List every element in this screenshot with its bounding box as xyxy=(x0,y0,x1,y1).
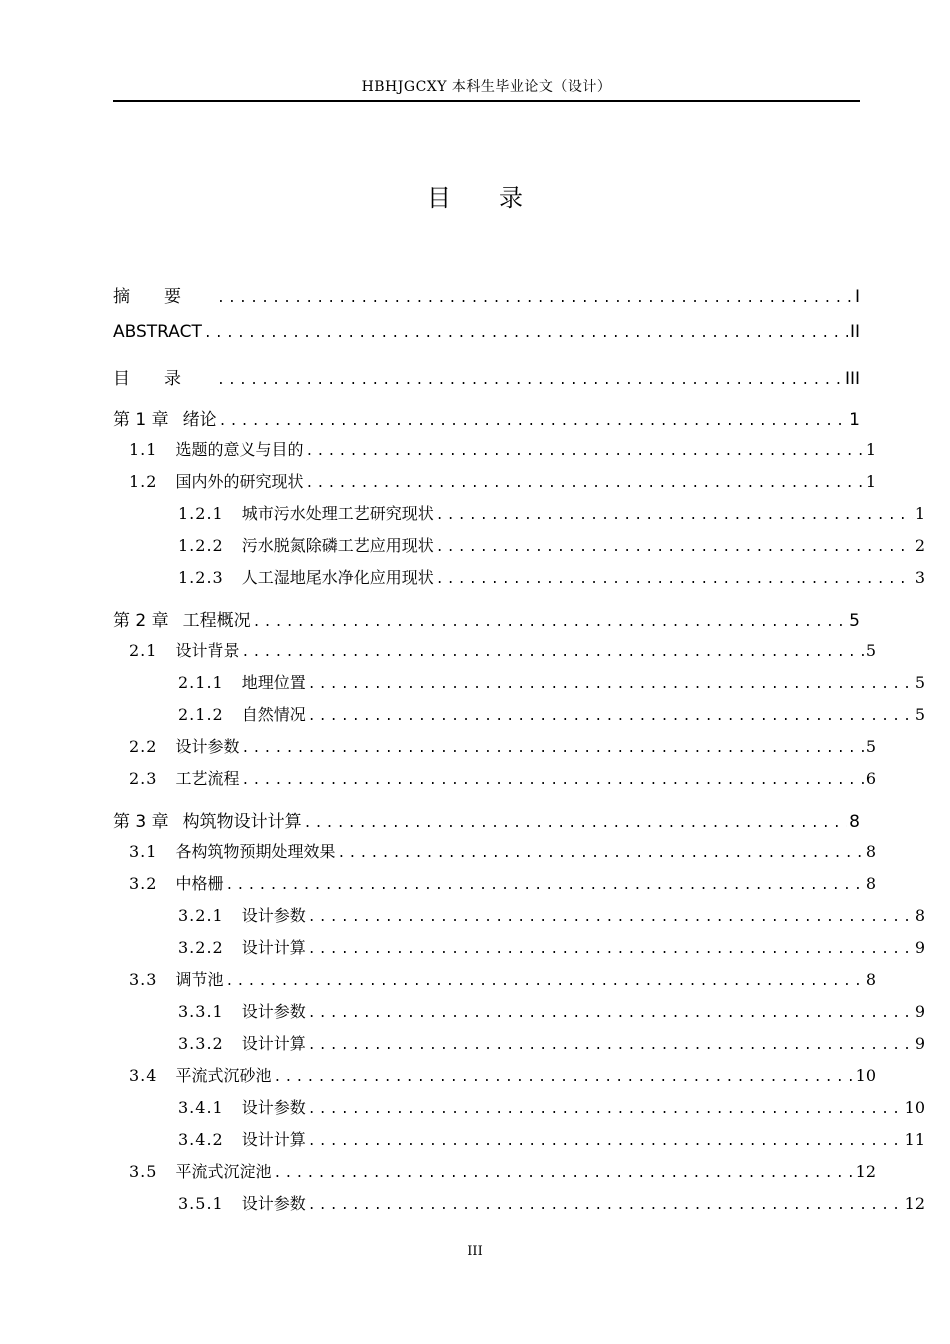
toc-entry-label: 地理位置 xyxy=(241,673,306,692)
toc-entry-page: 11 xyxy=(904,1130,925,1149)
toc-entry-number: 3.1 xyxy=(129,842,158,861)
toc-entry-page: 3 xyxy=(914,568,925,587)
toc-entry-label: 工艺流程 xyxy=(175,769,240,788)
toc-entry-page: 1 xyxy=(914,504,925,523)
toc-entry-page: 1 xyxy=(849,410,860,430)
toc-entry-page: 5 xyxy=(865,641,876,660)
dot-leader xyxy=(308,942,913,957)
toc-entry-page: 5 xyxy=(914,673,925,692)
toc-subsection-3-2-2[interactable] xyxy=(113,935,925,961)
toc-section-3-4[interactable] xyxy=(113,1063,876,1089)
toc-chapter-1[interactable] xyxy=(113,405,860,431)
toc-subsection-3-2-1[interactable] xyxy=(113,903,925,929)
toc-subsection-3-4-2[interactable] xyxy=(113,1127,925,1153)
dot-leader xyxy=(308,910,913,925)
toc-entry-label: 污水脱氮除磷工艺应用现状 xyxy=(241,536,434,555)
toc-entry-page: 5 xyxy=(914,705,925,724)
dot-leader xyxy=(225,878,863,893)
toc-entry-number: 3.2.1 xyxy=(178,906,224,925)
toc-entry-page: II xyxy=(849,322,860,342)
toc-section-2-3[interactable] xyxy=(113,766,876,792)
toc-entry-label: 设计计算 xyxy=(241,1130,306,1149)
toc-entry-label: 人工湿地尾水净化应用现状 xyxy=(241,568,434,587)
toc-entry-number: 3.3 xyxy=(129,970,158,989)
toc-entry-number: 3.3.1 xyxy=(178,1002,224,1021)
toc-entry-label: 平流式沉砂池 xyxy=(175,1066,272,1085)
dot-leader xyxy=(273,1070,853,1085)
toc-entry-page: 10 xyxy=(904,1098,925,1117)
dot-leader xyxy=(305,476,863,491)
toc-entry-page: 5 xyxy=(865,737,876,756)
toc-chapter-2[interactable] xyxy=(113,606,860,632)
toc-entry-page: 9 xyxy=(914,1034,925,1053)
dot-leader xyxy=(217,291,853,306)
toc-entry-number: 2.3 xyxy=(129,769,158,788)
toc-entry-page: 1 xyxy=(865,440,876,459)
toc-entry-label: 自然情况 xyxy=(241,705,306,724)
toc-entry-label: 城市污水处理工艺研究现状 xyxy=(241,504,434,523)
toc-entry-label: 设计参数 xyxy=(241,1002,306,1021)
toc-entry-page: 2 xyxy=(914,536,925,555)
toc-entry-label: 设计参数 xyxy=(241,1194,306,1213)
toc-entry-page: 8 xyxy=(865,970,876,989)
toc-section-1-2[interactable] xyxy=(113,469,876,495)
toc-entry-number: 第 3 章 xyxy=(113,812,169,832)
dot-leader xyxy=(219,414,848,429)
dot-leader xyxy=(436,540,913,555)
toc-entry-label: 设计参数 xyxy=(175,737,240,756)
toc-entry-page: 8 xyxy=(849,812,860,832)
toc-entry-label: 各构筑物预期处理效果 xyxy=(175,842,336,861)
toc-entry-label: 设计参数 xyxy=(241,1098,306,1117)
toc-entry-label: 绪论 xyxy=(182,410,217,430)
toc-entry-number: 1.2.3 xyxy=(178,568,224,587)
toc-entry-label: 平流式沉淀池 xyxy=(175,1162,272,1181)
toc-entry-label: 设计参数 xyxy=(241,906,306,925)
dot-leader xyxy=(305,444,863,459)
toc-entry-number: 3.4 xyxy=(129,1066,158,1085)
dot-leader xyxy=(217,373,843,388)
toc-subsection-1-2-1[interactable] xyxy=(113,501,925,527)
toc-subsection-3-5-1[interactable] xyxy=(113,1191,925,1217)
toc-entry-label: 构筑物设计计算 xyxy=(182,812,302,832)
page-title: 目录 xyxy=(427,184,571,212)
toc-entry-number: 3.5.1 xyxy=(178,1194,224,1213)
toc-subsection-1-2-2[interactable] xyxy=(113,533,925,559)
toc-entry-page: 1 xyxy=(865,472,876,491)
dot-leader xyxy=(308,1198,903,1213)
toc-entry-number: 第 2 章 xyxy=(113,611,169,631)
toc-entry-number: 第 1 章 xyxy=(113,410,169,430)
dot-leader xyxy=(225,974,863,989)
dot-leader xyxy=(337,846,863,861)
toc-entry-number: 3.5 xyxy=(129,1162,158,1181)
dot-leader xyxy=(308,709,913,724)
dot-leader xyxy=(308,677,913,692)
toc-subsection-1-2-3[interactable] xyxy=(113,565,925,591)
toc-entry-label: 目录 xyxy=(113,369,215,389)
page-number-footer: III xyxy=(467,1244,483,1259)
dot-leader xyxy=(308,1038,913,1053)
toc-entry-number: 1.2.2 xyxy=(178,536,224,555)
toc-entry-number: 1.1 xyxy=(129,440,158,459)
toc-entry-number: 2.1.2 xyxy=(178,705,224,724)
toc-entry-page: 8 xyxy=(865,874,876,893)
running-header: HBHJGCXY 本科生毕业论文（设计） xyxy=(361,79,612,95)
toc-entry-page: 10 xyxy=(855,1066,876,1085)
toc-entry-number: 3.2 xyxy=(129,874,158,893)
toc-entry-number: 1.2.1 xyxy=(178,504,224,523)
toc-entry-label: ABSTRACT xyxy=(113,322,202,342)
toc-subsection-3-3-1[interactable] xyxy=(113,999,925,1025)
toc-entry-page: III xyxy=(844,369,860,389)
toc-entry-abstract-en[interactable] xyxy=(113,322,860,348)
toc-entry-label: 设计计算 xyxy=(241,1034,306,1053)
toc-subsection-2-1-2[interactable] xyxy=(113,702,925,728)
toc-entry-label: 中格栅 xyxy=(175,874,224,893)
toc-entry-label: 国内外的研究现状 xyxy=(175,472,304,491)
toc-entry-number: 2.2 xyxy=(129,737,158,756)
dot-leader xyxy=(241,741,863,756)
toc-section-3-5[interactable] xyxy=(113,1159,876,1185)
dot-leader xyxy=(253,615,848,630)
toc-entry-page: 9 xyxy=(914,938,925,957)
toc-entry-label: 调节池 xyxy=(175,970,224,989)
toc-entry-number: 1.2 xyxy=(129,472,158,491)
dot-leader xyxy=(436,508,913,523)
toc-entry-number: 2.1.1 xyxy=(178,673,224,692)
toc-entry-label: 选题的意义与目的 xyxy=(175,440,304,459)
toc-entry-number: 3.4.1 xyxy=(178,1098,224,1117)
toc-entry-page: 9 xyxy=(914,1002,925,1021)
toc-chapter-3[interactable] xyxy=(113,807,860,833)
toc-section-1-1[interactable] xyxy=(113,437,876,463)
toc-entry-page: 8 xyxy=(865,842,876,861)
toc-entry-label: 设计计算 xyxy=(241,938,306,957)
toc-subsection-3-3-2[interactable] xyxy=(113,1031,925,1057)
dot-leader xyxy=(436,572,913,587)
toc-entry-page: 5 xyxy=(849,611,860,631)
toc-entry-number: 3.2.2 xyxy=(178,938,224,957)
toc-entry-page: I xyxy=(854,287,860,307)
dot-leader xyxy=(308,1102,903,1117)
toc-entry-number: 3.4.2 xyxy=(178,1130,224,1149)
toc-entry-label: 工程概况 xyxy=(182,611,251,631)
toc-entry-page: 8 xyxy=(914,906,925,925)
dot-leader xyxy=(273,1166,853,1181)
toc-entry-abstract-cn[interactable] xyxy=(113,282,860,308)
toc-entry-page: 12 xyxy=(855,1162,876,1181)
dot-leader xyxy=(308,1134,903,1149)
toc-entry-label: 摘要 xyxy=(113,287,215,307)
toc-section-3-2[interactable] xyxy=(113,871,876,897)
toc-entry-page: 12 xyxy=(904,1194,925,1213)
toc-entry-page: 6 xyxy=(865,769,876,788)
toc-entry-label: 设计背景 xyxy=(175,641,240,660)
dot-leader xyxy=(308,1006,913,1021)
dot-leader xyxy=(241,645,863,660)
toc-entry-contents[interactable] xyxy=(113,364,860,390)
dot-leader xyxy=(204,326,848,341)
dot-leader xyxy=(241,773,863,788)
toc-entry-number: 3.3.2 xyxy=(178,1034,224,1053)
toc-section-3-1[interactable] xyxy=(113,839,876,865)
toc-subsection-3-4-1[interactable] xyxy=(113,1095,925,1121)
header-rule xyxy=(113,100,860,102)
toc-section-3-3[interactable] xyxy=(113,967,876,993)
toc-subsection-2-1-1[interactable] xyxy=(113,670,925,696)
toc-section-2-2[interactable] xyxy=(113,734,876,760)
toc-entry-number: 2.1 xyxy=(129,641,158,660)
dot-leader xyxy=(304,816,848,831)
toc-section-2-1[interactable] xyxy=(113,638,876,664)
